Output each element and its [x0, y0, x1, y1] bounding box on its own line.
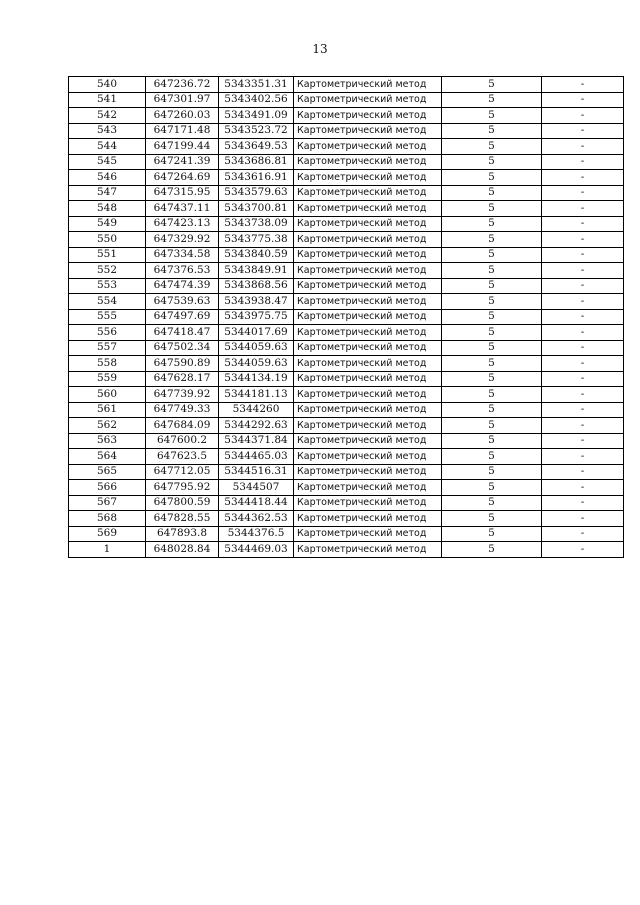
note-cell: -	[542, 108, 624, 124]
method-cell: Картометрический метод	[294, 247, 442, 263]
accuracy-cell: 5	[442, 387, 542, 403]
table-row	[69, 278, 624, 294]
method-cell: Картометрический метод	[294, 263, 442, 279]
accuracy-cell: 5	[442, 108, 542, 124]
point-number-cell: 562	[69, 418, 146, 434]
point-number-cell: 553	[69, 278, 146, 294]
point-number-cell: 565	[69, 464, 146, 480]
point-number-cell: 564	[69, 449, 146, 465]
method-cell: Картометрический метод	[294, 123, 442, 139]
note-cell: -	[542, 278, 624, 294]
accuracy-cell: 5	[442, 511, 542, 527]
method-cell: Картометрический метод	[294, 108, 442, 124]
y-coordinate-cell: 5344260	[219, 402, 294, 418]
method-cell: Картометрический метод	[294, 371, 442, 387]
x-coordinate-cell: 647497.69	[146, 309, 219, 325]
x-coordinate-cell: 647264.69	[146, 170, 219, 186]
method-cell: Картометрический метод	[294, 449, 442, 465]
point-number-cell: 557	[69, 340, 146, 356]
table-row	[69, 387, 624, 403]
note-cell: -	[542, 77, 624, 93]
point-number-cell: 555	[69, 309, 146, 325]
y-coordinate-cell: 5344292.63	[219, 418, 294, 434]
y-coordinate-cell: 5343738.09	[219, 216, 294, 232]
table-row	[69, 418, 624, 434]
point-number-cell: 552	[69, 263, 146, 279]
y-coordinate-cell: 5344134.19	[219, 371, 294, 387]
method-cell: Картометрический метод	[294, 433, 442, 449]
y-coordinate-cell: 5344362.53	[219, 511, 294, 527]
table-row	[69, 495, 624, 511]
y-coordinate-cell: 5343616.91	[219, 170, 294, 186]
x-coordinate-cell: 647739.92	[146, 387, 219, 403]
note-cell: -	[542, 356, 624, 372]
y-coordinate-cell: 5343491.09	[219, 108, 294, 124]
table-row	[69, 123, 624, 139]
accuracy-cell: 5	[442, 201, 542, 217]
point-number-cell: 554	[69, 294, 146, 310]
y-coordinate-cell: 5343975.75	[219, 309, 294, 325]
method-cell: Картометрический метод	[294, 402, 442, 418]
note-cell: -	[542, 387, 624, 403]
y-coordinate-cell: 5344507	[219, 480, 294, 496]
point-number-cell: 563	[69, 433, 146, 449]
x-coordinate-cell: 647749.33	[146, 402, 219, 418]
x-coordinate-cell: 647623.5	[146, 449, 219, 465]
x-coordinate-cell: 647334.58	[146, 247, 219, 263]
note-cell: -	[542, 371, 624, 387]
note-cell: -	[542, 247, 624, 263]
x-coordinate-cell: 647474.39	[146, 278, 219, 294]
y-coordinate-cell: 5344376.5	[219, 526, 294, 542]
y-coordinate-cell: 5343868.56	[219, 278, 294, 294]
note-cell: -	[542, 201, 624, 217]
accuracy-cell: 5	[442, 309, 542, 325]
point-number-cell: 545	[69, 154, 146, 170]
x-coordinate-cell: 647301.97	[146, 92, 219, 108]
table-row	[69, 216, 624, 232]
y-coordinate-cell: 5344418.44	[219, 495, 294, 511]
point-number-cell: 556	[69, 325, 146, 341]
table-row	[69, 325, 624, 341]
table-row	[69, 232, 624, 248]
y-coordinate-cell: 5344516.31	[219, 464, 294, 480]
note-cell: -	[542, 294, 624, 310]
accuracy-cell: 5	[442, 464, 542, 480]
accuracy-cell: 5	[442, 92, 542, 108]
note-cell: -	[542, 495, 624, 511]
method-cell: Картометрический метод	[294, 139, 442, 155]
accuracy-cell: 5	[442, 247, 542, 263]
point-number-cell: 540	[69, 77, 146, 93]
table-row	[69, 480, 624, 496]
note-cell: -	[542, 340, 624, 356]
table-row	[69, 139, 624, 155]
coordinates-table	[68, 76, 624, 558]
table-row	[69, 433, 624, 449]
x-coordinate-cell: 647329.92	[146, 232, 219, 248]
method-cell: Картометрический метод	[294, 77, 442, 93]
x-coordinate-cell: 647795.92	[146, 480, 219, 496]
point-number-cell: 561	[69, 402, 146, 418]
x-coordinate-cell: 648028.84	[146, 542, 219, 558]
table-row	[69, 526, 624, 542]
table-row	[69, 185, 624, 201]
table-row	[69, 356, 624, 372]
point-number-cell: 1	[69, 542, 146, 558]
note-cell: -	[542, 526, 624, 542]
x-coordinate-cell: 647418.47	[146, 325, 219, 341]
point-number-cell: 543	[69, 123, 146, 139]
accuracy-cell: 5	[442, 449, 542, 465]
note-cell: -	[542, 480, 624, 496]
method-cell: Картометрический метод	[294, 356, 442, 372]
x-coordinate-cell: 647628.17	[146, 371, 219, 387]
table-row	[69, 371, 624, 387]
point-number-cell: 546	[69, 170, 146, 186]
note-cell: -	[542, 263, 624, 279]
point-number-cell: 568	[69, 511, 146, 527]
method-cell: Картометрический метод	[294, 309, 442, 325]
point-number-cell: 566	[69, 480, 146, 496]
x-coordinate-cell: 647241.39	[146, 154, 219, 170]
point-number-cell: 551	[69, 247, 146, 263]
accuracy-cell: 5	[442, 170, 542, 186]
y-coordinate-cell: 5343649.53	[219, 139, 294, 155]
note-cell: -	[542, 92, 624, 108]
y-coordinate-cell: 5343523.72	[219, 123, 294, 139]
note-cell: -	[542, 216, 624, 232]
y-coordinate-cell: 5343402.56	[219, 92, 294, 108]
method-cell: Картометрический метод	[294, 495, 442, 511]
note-cell: -	[542, 185, 624, 201]
note-cell: -	[542, 325, 624, 341]
y-coordinate-cell: 5344017.69	[219, 325, 294, 341]
method-cell: Картометрический метод	[294, 418, 442, 434]
table-row	[69, 464, 624, 480]
x-coordinate-cell: 647236.72	[146, 77, 219, 93]
accuracy-cell: 5	[442, 139, 542, 155]
y-coordinate-cell: 5343700.81	[219, 201, 294, 217]
method-cell: Картометрический метод	[294, 464, 442, 480]
table-row	[69, 294, 624, 310]
method-cell: Картометрический метод	[294, 216, 442, 232]
x-coordinate-cell: 647199.44	[146, 139, 219, 155]
table-row	[69, 263, 624, 279]
method-cell: Картометрический метод	[294, 511, 442, 527]
accuracy-cell: 5	[442, 278, 542, 294]
x-coordinate-cell: 647260.03	[146, 108, 219, 124]
note-cell: -	[542, 123, 624, 139]
point-number-cell: 548	[69, 201, 146, 217]
table-row	[69, 511, 624, 527]
note-cell: -	[542, 464, 624, 480]
method-cell: Картометрический метод	[294, 278, 442, 294]
x-coordinate-cell: 647171.48	[146, 123, 219, 139]
page-number: 13	[312, 42, 328, 56]
note-cell: -	[542, 402, 624, 418]
note-cell: -	[542, 170, 624, 186]
x-coordinate-cell: 647502.34	[146, 340, 219, 356]
note-cell: -	[542, 139, 624, 155]
method-cell: Картометрический метод	[294, 542, 442, 558]
point-number-cell: 541	[69, 92, 146, 108]
method-cell: Картометрический метод	[294, 526, 442, 542]
coordinates-table-body	[69, 77, 624, 558]
point-number-cell: 567	[69, 495, 146, 511]
x-coordinate-cell: 647684.09	[146, 418, 219, 434]
x-coordinate-cell: 647315.95	[146, 185, 219, 201]
table-row	[69, 309, 624, 325]
accuracy-cell: 5	[442, 232, 542, 248]
y-coordinate-cell: 5344059.63	[219, 340, 294, 356]
table-row	[69, 154, 624, 170]
accuracy-cell: 5	[442, 263, 542, 279]
table-row	[69, 340, 624, 356]
method-cell: Картометрический метод	[294, 340, 442, 356]
note-cell: -	[542, 511, 624, 527]
accuracy-cell: 5	[442, 294, 542, 310]
y-coordinate-cell: 5344181.13	[219, 387, 294, 403]
y-coordinate-cell: 5344469.03	[219, 542, 294, 558]
method-cell: Картометрический метод	[294, 201, 442, 217]
x-coordinate-cell: 647893.8	[146, 526, 219, 542]
method-cell: Картометрический метод	[294, 387, 442, 403]
y-coordinate-cell: 5344059.63	[219, 356, 294, 372]
y-coordinate-cell: 5343775.38	[219, 232, 294, 248]
y-coordinate-cell: 5343840.59	[219, 247, 294, 263]
accuracy-cell: 5	[442, 123, 542, 139]
accuracy-cell: 5	[442, 325, 542, 341]
y-coordinate-cell: 5343849.91	[219, 263, 294, 279]
point-number-cell: 542	[69, 108, 146, 124]
table-row	[69, 92, 624, 108]
note-cell: -	[542, 449, 624, 465]
point-number-cell: 549	[69, 216, 146, 232]
accuracy-cell: 5	[442, 340, 542, 356]
x-coordinate-cell: 647600.2	[146, 433, 219, 449]
method-cell: Картометрический метод	[294, 325, 442, 341]
method-cell: Картометрический метод	[294, 170, 442, 186]
accuracy-cell: 5	[442, 77, 542, 93]
accuracy-cell: 5	[442, 418, 542, 434]
y-coordinate-cell: 5344371.84	[219, 433, 294, 449]
accuracy-cell: 5	[442, 185, 542, 201]
x-coordinate-cell: 647376.53	[146, 263, 219, 279]
accuracy-cell: 5	[442, 154, 542, 170]
point-number-cell: 547	[69, 185, 146, 201]
accuracy-cell: 5	[442, 480, 542, 496]
point-number-cell: 544	[69, 139, 146, 155]
method-cell: Картометрический метод	[294, 480, 442, 496]
note-cell: -	[542, 418, 624, 434]
point-number-cell: 558	[69, 356, 146, 372]
x-coordinate-cell: 647423.13	[146, 216, 219, 232]
x-coordinate-cell: 647828.55	[146, 511, 219, 527]
note-cell: -	[542, 433, 624, 449]
accuracy-cell: 5	[442, 216, 542, 232]
y-coordinate-cell: 5344465.03	[219, 449, 294, 465]
accuracy-cell: 5	[442, 542, 542, 558]
method-cell: Картометрический метод	[294, 154, 442, 170]
table-row	[69, 201, 624, 217]
point-number-cell: 559	[69, 371, 146, 387]
x-coordinate-cell: 647437.11	[146, 201, 219, 217]
table-row	[69, 449, 624, 465]
x-coordinate-cell: 647539.63	[146, 294, 219, 310]
x-coordinate-cell: 647590.89	[146, 356, 219, 372]
x-coordinate-cell: 647800.59	[146, 495, 219, 511]
y-coordinate-cell: 5343686.81	[219, 154, 294, 170]
table-row	[69, 77, 624, 93]
accuracy-cell: 5	[442, 402, 542, 418]
table-row	[69, 108, 624, 124]
table-row	[69, 402, 624, 418]
note-cell: -	[542, 232, 624, 248]
method-cell: Картометрический метод	[294, 232, 442, 248]
x-coordinate-cell: 647712.05	[146, 464, 219, 480]
point-number-cell: 560	[69, 387, 146, 403]
accuracy-cell: 5	[442, 495, 542, 511]
method-cell: Картометрический метод	[294, 294, 442, 310]
accuracy-cell: 5	[442, 526, 542, 542]
table-row	[69, 542, 624, 558]
accuracy-cell: 5	[442, 356, 542, 372]
point-number-cell: 550	[69, 232, 146, 248]
y-coordinate-cell: 5343351.31	[219, 77, 294, 93]
point-number-cell: 569	[69, 526, 146, 542]
table-row	[69, 247, 624, 263]
method-cell: Картометрический метод	[294, 185, 442, 201]
note-cell: -	[542, 309, 624, 325]
table-row	[69, 170, 624, 186]
note-cell: -	[542, 154, 624, 170]
accuracy-cell: 5	[442, 371, 542, 387]
method-cell: Картометрический метод	[294, 92, 442, 108]
y-coordinate-cell: 5343938.47	[219, 294, 294, 310]
y-coordinate-cell: 5343579.63	[219, 185, 294, 201]
note-cell: -	[542, 542, 624, 558]
accuracy-cell: 5	[442, 433, 542, 449]
